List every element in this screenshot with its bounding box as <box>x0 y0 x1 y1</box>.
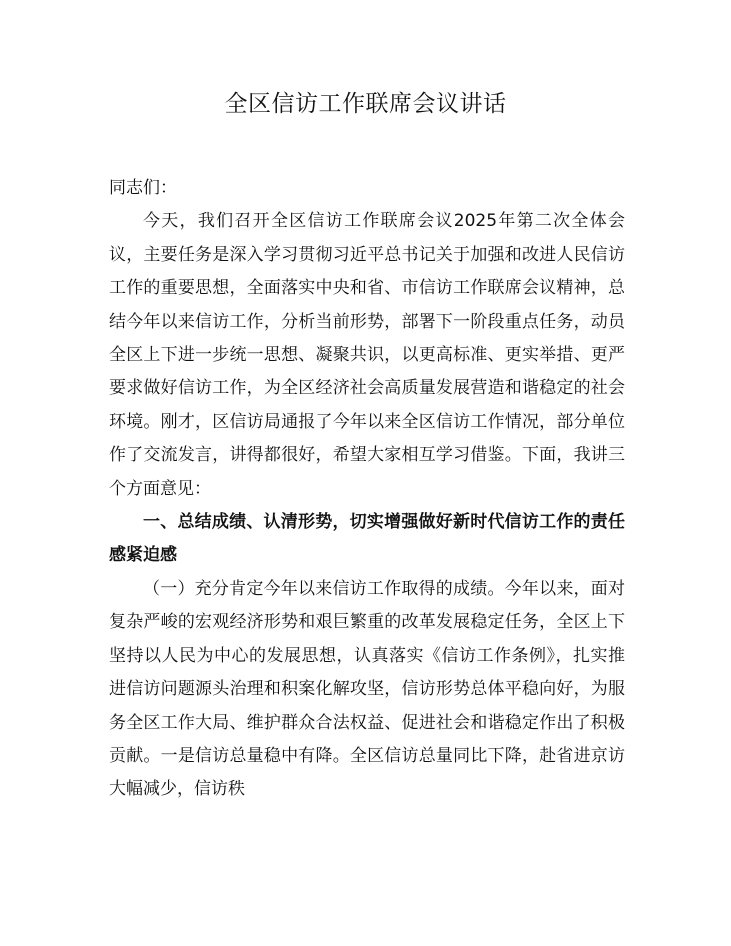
section-heading: 一、总结成绩、认清形势，切实增强做好新时代信访工作的责任感紧迫感 <box>109 512 625 566</box>
intro-paragraph: 今天，我们召开全区信访工作联席会议2025年第二次全体会议，主要任务是深入学习贯彻习近平总书记关于加强和改进人民信访工作的重要思想，全面落实中央和省、市信访工作联席会议精神，总结今年以来信访工作，分析当前形势，部署下一阶段重点任务，动员全区上下进一步统一思想、凝聚共识，以更高标准、更实举措、更严要求做好信访工作，为全区经济社会高质量发展营造和谐稳定的社会环境。刚才，区信访局通报了今年以来全区信访工作情况，部分单位作了交流发言，讲得都很好，希望大家相互学习借鉴。下面，我讲三个方面意见： <box>109 211 625 499</box>
salutation: 同志们： <box>109 178 177 198</box>
document-title: 全区信访工作联席会议讲话 <box>224 91 507 117</box>
document-body <box>109 172 625 807</box>
body-paragraph: （一）充分肯定今年以来信访工作取得的成绩。今年以来，面对复杂严峻的宏观经济形势和艰巨繁重的改革发展稳定任务，全区上下坚持以人民为中心的发展思想，认真落实《信访工作条例》，扎实推进信访问题源头治理和积案化解攻坚，信访形势总体平稳向好，为服务全区工作大局、维护群众合法权益、促进社会和谐稳定作出了积极贡献。一是信访总量稳中有降。全区信访总量同比下降，赴省进京访大幅减少，信访秩 <box>109 578 625 800</box>
